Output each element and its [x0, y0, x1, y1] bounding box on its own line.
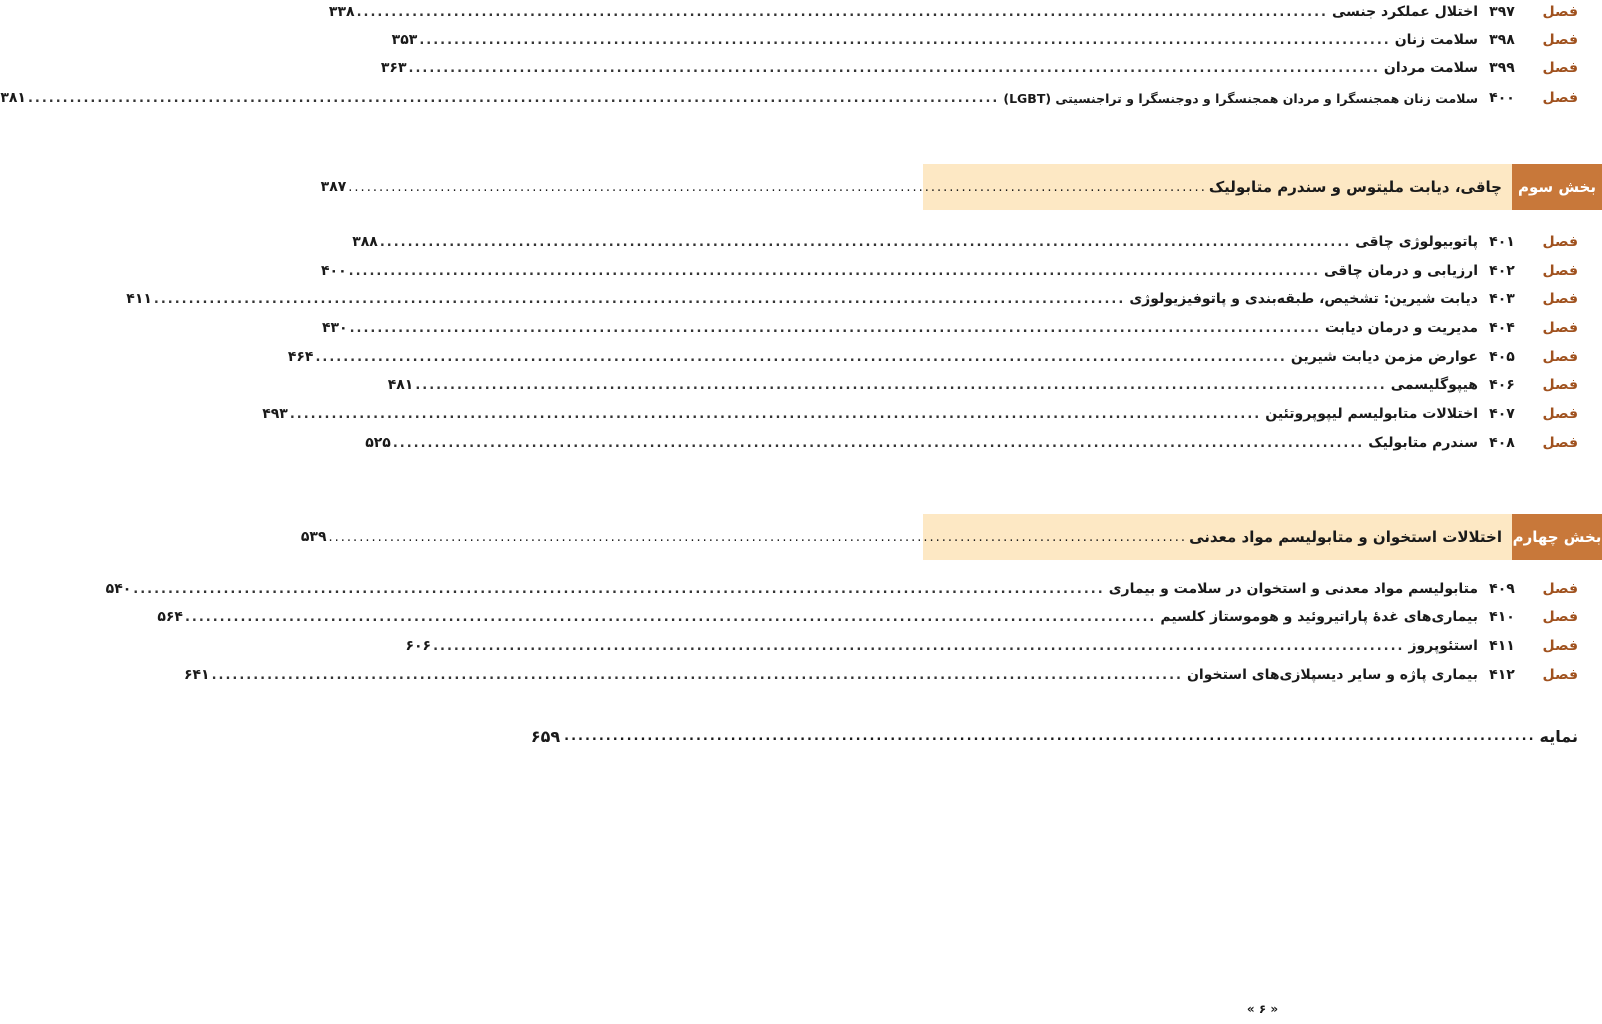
chapter-title: سلامت زنان	[1394, 32, 1478, 48]
toc-entry[interactable]	[262, 403, 1578, 425]
toc-entry[interactable]	[387, 374, 1578, 396]
toc-entry[interactable]	[157, 606, 1578, 628]
chapter-number: ۴۱۰	[1489, 609, 1515, 625]
page-number: ۵۴۰	[105, 581, 132, 597]
leader-dots: ............................................................................................................................................	[408, 60, 1380, 76]
page-number: ۳۸۱	[0, 90, 26, 106]
chapter-title: هیپوگلیسمی	[1390, 377, 1478, 393]
section-title: چاقی، دیابت ملیتوس و سندرم متابولیک	[1208, 178, 1502, 196]
page-number: ۴۸۱	[387, 377, 414, 393]
section-label: بخش سوم	[1512, 164, 1602, 210]
page-number: ۴۶۴	[287, 349, 314, 365]
page-number: ۵۶۴	[157, 609, 183, 625]
page-number: ۶۴۱	[183, 667, 210, 683]
leader-dots: ............................................................................................................................................	[133, 581, 1105, 597]
leader-dots: ............................................................................................................................................	[328, 529, 1188, 545]
leader-dots: ............................................................................................................................................	[392, 435, 1365, 451]
page-number: ۳۳۸	[328, 4, 355, 20]
chapter-number: ۴۰۶	[1489, 377, 1515, 393]
section-label: بخش چهارم	[1512, 514, 1602, 560]
section-page-number: ۵۳۹	[300, 529, 327, 545]
chapter-word: فصل	[1542, 609, 1578, 625]
chapter-word: فصل	[1542, 667, 1578, 683]
chapter-number: ۳۹۸	[1489, 32, 1515, 48]
chapter-word: فصل	[1542, 406, 1578, 422]
toc-entry[interactable]	[126, 288, 1578, 310]
leader-dots: ............................................................................................................................................	[433, 638, 1405, 654]
chapter-word: فصل	[1542, 90, 1578, 106]
leader-dots: ............................................................................................................................................	[415, 377, 1387, 393]
chapter-word: فصل	[1542, 638, 1578, 654]
chapter-title: سلامت زنان همجنسگرا و مردان همجنسگرا و دوجنسگرا و تراجنسیتی (LGBT)	[1003, 90, 1478, 106]
toc-entry[interactable]	[352, 231, 1578, 253]
toc-entry[interactable]	[105, 578, 1578, 600]
chapter-number: ۴۰۷	[1489, 406, 1515, 422]
page-number: ۴۰۰	[320, 263, 347, 279]
chapter-word: فصل	[1542, 377, 1578, 393]
section-title: اختلالات استخوان و متابولیسم مواد معدنی	[1189, 528, 1502, 546]
leader-dots: ............................................................................................................................................	[348, 263, 1321, 279]
page-number: ۴۱۱	[126, 291, 152, 307]
toc-entry[interactable]	[287, 346, 1578, 368]
chapter-title: متابولیسم مواد معدنی و استخوان در سلامت و بیماری	[1108, 581, 1478, 597]
chapter-title: مدیریت و درمان دیابت	[1324, 320, 1478, 336]
chapter-word: فصل	[1542, 60, 1578, 76]
chapter-number: ۴۰۹	[1489, 581, 1515, 597]
leader-dots: ............................................................................................................................................	[211, 667, 1183, 683]
toc-entry[interactable]	[328, 1, 1578, 23]
chapter-title: بیماری‌های غدهٔ پاراتیروئید و هوموستاز کلسیم	[1160, 609, 1478, 625]
chapter-title: سلامت مردان	[1383, 60, 1478, 76]
leader-dots: ............................................................................................................................................	[379, 234, 1352, 250]
leader-dots: ............................................................................................................................................	[348, 179, 1207, 195]
toc-entry[interactable]	[365, 432, 1578, 454]
chapter-word: فصل	[1542, 32, 1578, 48]
toc-entry[interactable]	[380, 57, 1578, 79]
chapter-word: فصل	[1542, 234, 1578, 250]
leader-dots: ............................................................................................................................................	[184, 609, 1157, 625]
chapter-title: ارزیابی و درمان چاقی	[1324, 263, 1478, 279]
index-entry[interactable]	[530, 723, 1578, 749]
chapter-number: ۴۰۲	[1489, 263, 1515, 279]
chapter-title: بیماری پاژه و سایر دیسپلازی‌های استخوان	[1186, 667, 1478, 683]
chapter-word: فصل	[1542, 4, 1578, 20]
leader-dots: ............................................................................................................................................	[564, 728, 1536, 744]
page-number: ۳۸۸	[352, 234, 378, 250]
page-number: ۴۳۰	[321, 320, 348, 336]
chapter-title: عوارض مزمن دیابت شیرین	[1290, 349, 1478, 365]
chapter-word: فصل	[1542, 291, 1578, 307]
leader-dots: ............................................................................................................................................	[315, 349, 1287, 365]
toc-entry[interactable]	[391, 29, 1578, 51]
leader-dots: ............................................................................................................................................	[289, 406, 1262, 422]
chapter-title: اختلالات متابولیسم لیپوپروتئین	[1265, 406, 1478, 422]
chapter-title: دیابت شیرین: تشخیص، طبقه‌بندی و پاتوفیزیولوژی	[1129, 291, 1478, 307]
chapter-number: ۳۹۹	[1489, 60, 1515, 76]
chapter-number: ۴۰۰	[1489, 90, 1515, 106]
page-number: ۳۵۳	[391, 32, 418, 48]
index-page-number: ۶۵۹	[530, 726, 561, 746]
page-number: ۳۶۳	[380, 60, 407, 76]
chapter-title: اختلال عملکرد جنسی	[1331, 4, 1478, 20]
chapter-word: فصل	[1542, 581, 1578, 597]
page-footer-number: « ۶ »	[1246, 1002, 1279, 1016]
toc-entry[interactable]	[321, 317, 1578, 339]
chapter-title: استئوپروز	[1408, 638, 1478, 654]
chapter-word: فصل	[1542, 320, 1578, 336]
leader-dots: ............................................................................................................................................	[153, 291, 1126, 307]
toc-entry[interactable]	[320, 260, 1578, 282]
leader-dots: ............................................................................................................................................	[356, 4, 1328, 20]
chapter-word: فصل	[1542, 263, 1578, 279]
chapter-number: ۴۱۱	[1489, 638, 1515, 654]
chapter-number: ۴۰۳	[1489, 291, 1515, 307]
index-title: نمایه	[1539, 726, 1578, 746]
leader-dots: ............................................................................................................................................	[349, 320, 1321, 336]
leader-dots: ............................................................................................................................................	[27, 90, 1000, 106]
toc-entry[interactable]	[183, 664, 1578, 686]
chapter-word: فصل	[1542, 435, 1578, 451]
leader-dots: ............................................................................................................................................	[419, 32, 1391, 48]
section-header[interactable]	[320, 164, 1602, 210]
chapter-word: فصل	[1542, 349, 1578, 365]
chapter-number: ۴۰۸	[1489, 435, 1515, 451]
chapter-title: پاتوبیولوژی چاقی	[1355, 234, 1478, 250]
section-page-number: ۳۸۷	[320, 179, 347, 195]
section-header[interactable]	[300, 514, 1602, 560]
chapter-number: ۴۰۴	[1489, 320, 1515, 336]
page-number: ۴۹۳	[262, 406, 288, 422]
page-number: ۵۲۵	[365, 435, 391, 451]
chapter-number: ۳۹۷	[1489, 4, 1515, 20]
toc-entry[interactable]	[405, 635, 1578, 657]
page-number: ۶۰۶	[405, 638, 432, 654]
chapter-title: سندرم متابولیک	[1368, 435, 1478, 451]
chapter-number: ۴۱۲	[1489, 667, 1515, 683]
chapter-number: ۴۰۱	[1489, 234, 1515, 250]
toc-entry[interactable]	[0, 87, 1578, 109]
chapter-number: ۴۰۵	[1489, 349, 1515, 365]
